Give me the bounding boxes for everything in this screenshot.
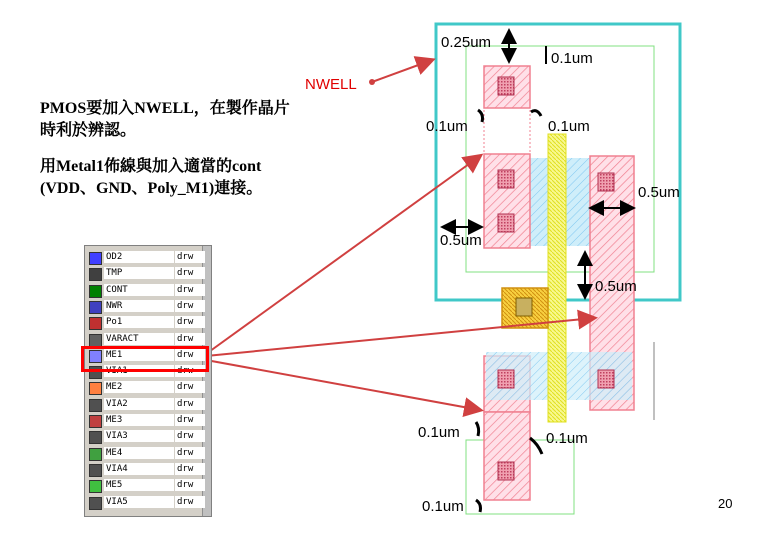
- layer-purpose: drw: [175, 463, 205, 475]
- dim-label-mid-left: 0.1um: [426, 118, 468, 135]
- layer-name: VIA3: [104, 430, 174, 442]
- palette-layer-row[interactable]: [87, 266, 207, 281]
- dim-label-left: 0.5um: [440, 232, 482, 249]
- layer-name: CONT: [104, 284, 174, 296]
- layer-purpose: drw: [175, 316, 205, 328]
- layer-name: ME5: [104, 479, 174, 491]
- slide-number: 20: [718, 496, 733, 511]
- layer-purpose: drw: [175, 365, 205, 377]
- metal1-strap: [484, 108, 530, 154]
- layer-name: NWR: [104, 300, 174, 312]
- layer-name: Po1: [104, 316, 174, 328]
- layer-swatch-icon: [89, 464, 102, 477]
- palette-layer-row[interactable]: [87, 299, 207, 314]
- layer-name: VIA1: [104, 365, 174, 377]
- note-line-2: 時利於辨認。: [40, 122, 137, 139]
- dim-label-low-left: 0.1um: [418, 424, 460, 441]
- dim-label-bottom: 0.1um: [422, 498, 464, 515]
- layer-name: OD2: [104, 251, 174, 263]
- palette-layer-row[interactable]: [87, 495, 207, 510]
- layer-swatch-icon: [89, 431, 102, 444]
- layer-swatch-icon: [89, 334, 102, 347]
- layer-purpose: drw: [175, 447, 205, 459]
- layer-purpose: drw: [175, 349, 205, 361]
- layer-swatch-icon: [89, 317, 102, 330]
- layer-name: VIA2: [104, 398, 174, 410]
- palette-layer-row[interactable]: [87, 283, 207, 298]
- layer-name: VARACT: [104, 333, 174, 345]
- note-line-1: PMOS要加入NWELL，在製作晶片: [40, 100, 290, 117]
- dim-bottom-mark: [476, 500, 481, 512]
- palette-layer-row[interactable]: [87, 315, 207, 330]
- palette-layer-row[interactable]: [87, 413, 207, 428]
- palette-layer-row[interactable]: [87, 380, 207, 395]
- palette-layer-row[interactable]: [87, 462, 207, 477]
- layer-purpose: drw: [175, 430, 205, 442]
- layer-swatch-icon: [89, 480, 102, 493]
- layer-purpose: drw: [175, 496, 205, 508]
- dim-label-mid-right: 0.1um: [548, 118, 590, 135]
- layer-purpose: drw: [175, 284, 205, 296]
- poly-gate: [548, 134, 566, 422]
- layer-name: VIA4: [104, 463, 174, 475]
- layer-swatch-icon: [89, 268, 102, 281]
- layer-swatch-icon: [89, 448, 102, 461]
- layer-purpose: drw: [175, 251, 205, 263]
- layer-purpose: drw: [175, 381, 205, 393]
- layer-purpose: drw: [175, 479, 205, 491]
- layer-swatch-icon: [89, 285, 102, 298]
- note-line-3: 用Metal1佈線與加入適當的cont: [40, 158, 262, 175]
- layer-swatch-icon: [89, 415, 102, 428]
- layer-palette[interactable]: [84, 245, 212, 517]
- layer-name: ME1: [104, 349, 174, 361]
- palette-layer-row[interactable]: [87, 332, 207, 347]
- note-line-4: (VDD、GND、Poly_M1)連接。: [40, 180, 263, 197]
- dim-low-left-mark: [476, 422, 479, 436]
- layer-swatch-icon: [89, 252, 102, 265]
- me1-highlight-box: [81, 346, 209, 372]
- dim-label-low-right: 0.1um: [546, 430, 588, 447]
- palette-layer-row[interactable]: [87, 478, 207, 493]
- layer-purpose: drw: [175, 333, 205, 345]
- layer-name: ME2: [104, 381, 174, 393]
- layer-purpose: drw: [175, 300, 205, 312]
- dim-mid-left-mark: [478, 110, 483, 122]
- layer-name: ME4: [104, 447, 174, 459]
- layer-purpose: drw: [175, 267, 205, 279]
- layer-name: ME3: [104, 414, 174, 426]
- layer-swatch-icon: [89, 382, 102, 395]
- me1-arrow-lower: [206, 360, 480, 410]
- me1-arrow-middle: [206, 318, 594, 356]
- layer-swatch-icon: [89, 399, 102, 412]
- dim-label-vert: 0.5um: [595, 278, 637, 295]
- dim-label-right: 0.5um: [638, 184, 680, 201]
- layer-purpose: drw: [175, 414, 205, 426]
- dim-mid-right-mark: [531, 111, 541, 116]
- dim-label-top-right: 0.1um: [551, 50, 593, 67]
- nwell-label: NWELL: [305, 76, 357, 93]
- layer-purpose: drw: [175, 398, 205, 410]
- palette-layer-row[interactable]: [87, 446, 207, 461]
- palette-layer-row[interactable]: [87, 397, 207, 412]
- layer-swatch-icon: [89, 497, 102, 510]
- nwell-pointer-arrow: [372, 60, 432, 82]
- layer-swatch-icon: [89, 301, 102, 314]
- palette-layer-row[interactable]: [87, 250, 207, 265]
- me1-arrow-upper: [206, 156, 480, 354]
- dim-label-top: 0.25um: [441, 34, 492, 51]
- layer-name: VIA5: [104, 496, 174, 508]
- layer-name: TMP: [104, 267, 174, 279]
- palette-layer-row[interactable]: [87, 429, 207, 444]
